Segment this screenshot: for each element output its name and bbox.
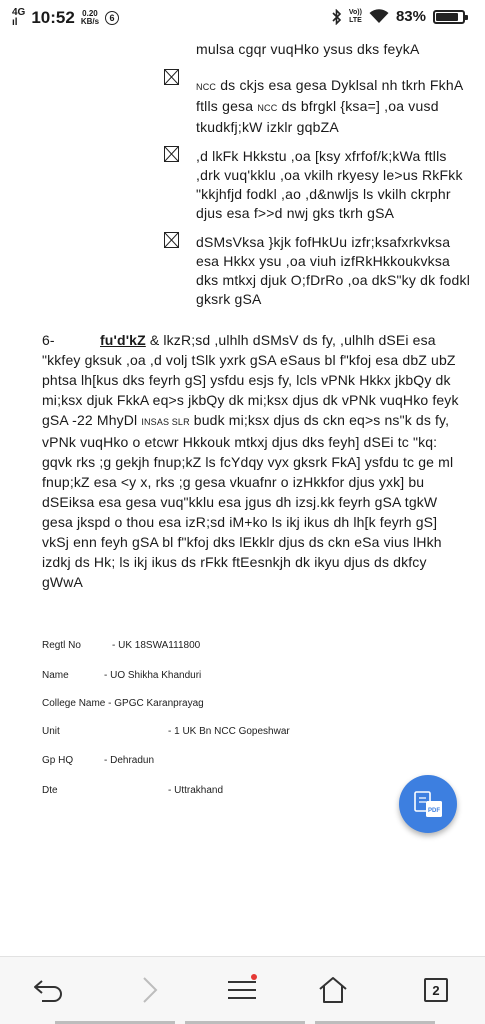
speed-value: 0.20 <box>82 9 98 18</box>
status-right <box>332 8 465 25</box>
volte-top: Vo)) <box>348 8 362 16</box>
bullet-item <box>196 76 471 137</box>
bullet-text-segment: ds ckjs esa gesa Dyklsal nh tkrh FkhA ftlls gesa <box>196 77 463 114</box>
bullet-abbrev: NCC <box>257 103 278 113</box>
detail-label-college: College Name - GPGC Karanprayag <box>42 698 204 709</box>
notification-icon: 6 <box>105 11 119 25</box>
detail-value-name: - UO Shikha Khanduri <box>104 670 202 681</box>
menu-icon <box>226 977 258 1003</box>
detail-label-name: Name <box>42 670 69 681</box>
forward-button[interactable] <box>130 972 170 1008</box>
volte-bottom: LTE <box>349 16 362 24</box>
menu-notification-dot <box>251 974 257 980</box>
detail-value-gp-hq: - Dehradun <box>104 755 155 766</box>
menu-button[interactable] <box>222 972 262 1008</box>
signal-icon: ıl <box>12 17 18 28</box>
battery-icon <box>433 10 465 24</box>
back-button[interactable] <box>28 972 68 1008</box>
detail-label-dte: Dte <box>42 785 58 796</box>
document-line: mulsa cgqr vuqHko ysus dks feykA <box>196 41 420 57</box>
status-left <box>12 8 119 28</box>
detail-label-gp-hq: Gp HQ <box>42 755 74 766</box>
wifi-icon <box>369 9 389 24</box>
paragraph-text: budk mi;ksx djus ds ckn eq>s ns"k ds fy, vPNk vuqHko o etcwr Hkkouk mtkxj djus dks feyh] dSEi tc "kq: gqvk rks ;g gekjh fnup;kZ ls fcYdqy vyx gksrk FkA] ysfdu tc ge ml fnup;kZ esa <y x, rks ;g gesa vkuafnr o izHkkfor djus yxk] bu dSEiksa esa gesa vuq"kklu esa jgus dh izsj.kk feyrh gSA tgkW gesa jkspd o thou esa izR;sd iM+ko ls ikj ikus dh lh[k feyrh gS] vkSj enn feyh gSA bl f"kfoj dks lEkklr djus ds ckn eSa vius lHkh izdkj ds Hk; ls ikj ikus ds rFkk ftEesnkjh dk ikyu djus ds dkfcy gWwA <box>42 412 454 590</box>
detail-value-dte: - Uttrakhand <box>168 785 224 796</box>
paragraph-heading: fu'd'kZ <box>100 332 146 348</box>
paragraph-text: & lkzR;sd ,ulhlh dSMsV ds fy, ,ulhlh dSEi esa "kkfey gksuk ,oa ,d volj tSlk yxrk gSA eSaus bl f"kfoj esa dbZ ubZ phtsa lh[kus dks feyrh gS] ysfdu esjs fy, lcls vPNk Hkkx jkbQy dk mi;ksx djuk FkkA eq>s jkbQy dk mi;ksx djus dk vPNk vuqHko feyk gSA -22 MhyDl <box>42 332 459 428</box>
bullet-item: ,d lkFk Hkkstu ,oa [ksy xfrfof/k;kWa ftlls ,drk vuq'kklu ,oa vkilh rkyesy le>us RkFkk "kkjhfjd fodkl ,ao ,d&nwljs ls vkilh ckrphr djus esa f>>d nwj gks tkrh gSA <box>196 148 463 221</box>
detail-value-regtl-no: - UK 18SWA111800 <box>112 640 201 651</box>
network-type: 4G <box>12 7 26 18</box>
checkbox-bullet-icon <box>164 69 179 85</box>
network-indicator <box>12 8 25 28</box>
detail-label-unit: Unit <box>42 726 60 737</box>
tabs-button[interactable] <box>416 972 456 1008</box>
battery-percent: 83% <box>395 8 426 25</box>
checkbox-bullet-icon <box>164 146 179 162</box>
pdf-convert-button[interactable] <box>399 775 457 833</box>
battery-fill <box>436 13 458 21</box>
home-icon <box>317 976 349 1004</box>
tab-count: 2 <box>424 978 448 1002</box>
paragraph-number: 6- <box>42 332 55 348</box>
pdf-badge-text: PDF <box>428 808 440 814</box>
bullet-text-segment: ds bfrgkl {ksa=] ,oa vusd tkudkfj;kW izklr gqbZA <box>196 98 439 135</box>
network-speed <box>81 10 99 26</box>
speed-unit: KB/s <box>80 17 100 26</box>
browser-bottom-nav <box>0 956 485 1024</box>
paragraph-abbrev: INSAS SLR <box>141 417 190 427</box>
clock: 10:52 <box>31 8 75 27</box>
bullet-item: dSMsVksa }kjk fofHkUu izfr;ksafxrkvksa esa Hkkx ysu ,oa viuh izfRkHkkoukvksa dks mtkxj djuk O;fDrRo ,oa dkS"ky dk fodkl gksrk gSA <box>196 234 471 307</box>
home-button[interactable] <box>313 972 353 1008</box>
bullet-abbrev: NCC <box>196 82 217 92</box>
detail-value-unit: - 1 UK Bn NCC Gopeshwar <box>168 726 290 737</box>
forward-chevron-icon <box>142 976 158 1004</box>
back-arrow-icon <box>32 977 64 1003</box>
volte-indicator <box>349 9 362 25</box>
status-bar <box>0 0 485 36</box>
bluetooth-icon <box>332 9 342 25</box>
pdf-convert-icon <box>412 789 444 819</box>
checkbox-bullet-icon <box>164 232 179 248</box>
detail-label-regtl-no: Regtl No <box>42 640 81 651</box>
conclusion-paragraph <box>42 330 460 592</box>
